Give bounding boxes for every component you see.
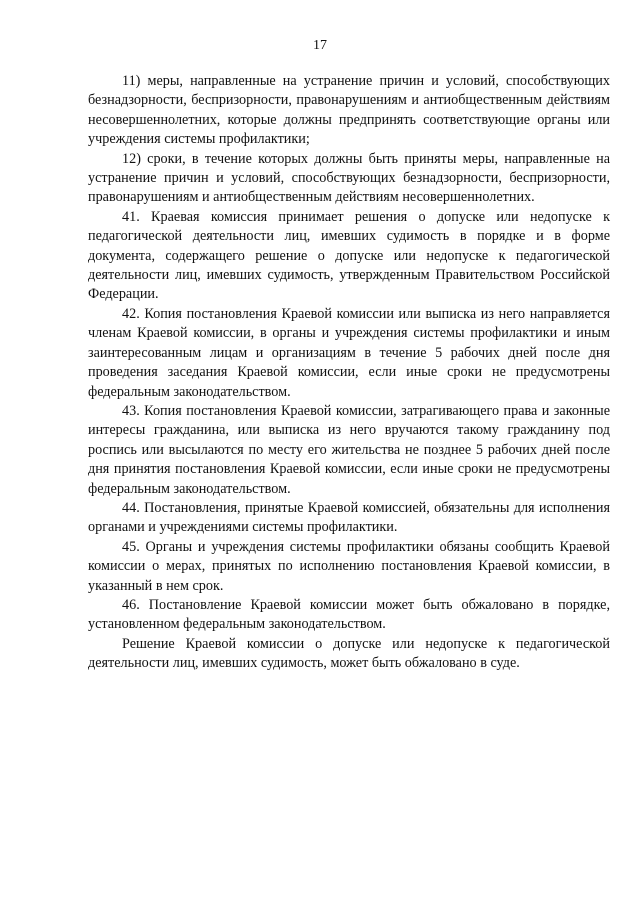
paragraph-46: 46. Постановление Краевой комиссии может быть обжаловано в порядке, установленном федеральным законодательством.	[88, 596, 610, 633]
paragraph-42: 42. Копия постановления Краевой комиссии или выписка из него направляется членам Краевой комиссии, в органы и учреждения системы профилактики и иным заинтересованным лицам и организациям в течение 5 рабочих дней после дня проведения заседания Краевой комиссии, если иные сроки не предусмотрены федеральным законодательством.	[88, 305, 610, 400]
paragraph-41: 41. Краевая комиссия принимает решения о допуске или недопуске к педагогической деятельности лиц, имевших судимость в порядке и в форме документа, содержащего решение о допуске или недопуске к педагогической деятельности лиц, имевших судимость, утвержденным Правительством Российской Федерации.	[88, 208, 610, 303]
paragraph-item-12: 12) сроки, в течение которых должны быть приняты меры, направленные на устранение причин и условий, способствующих безнадзорности, беспризорности, правонарушениям и антиобщественным действиям несовершеннолетних.	[88, 150, 610, 206]
page-number: 17	[313, 38, 327, 53]
paragraph-item-11: 11) меры, направленные на устранение причин и условий, способствующих безнадзорности, беспризорности, правонарушениям и антиобщественным действиям несовершеннолетних, которые должны предпринять соответствующие органы или учреждения системы профилактики;	[88, 73, 610, 148]
paragraph-44: 44. Постановления, принятые Краевой комиссией, обязательны для исполнения органами и учреждениями системы профилактики.	[88, 499, 610, 536]
paragraph-appeal-decision: Решение Краевой комиссии о допуске или недопуске к педагогической деятельности лиц, имевших судимость, может быть обжаловано в суде.	[88, 635, 610, 672]
paragraph-43: 43. Копия постановления Краевой комиссии, затрагивающего права и законные интересы гражданина, или выписка из него вручаются такому гражданину под роспись или высылаются по месту его жительства не позднее 5 рабочих дней после дня принятия постановления Краевой комиссии, если иные сроки не предусмотрены федеральным законодательством.	[88, 402, 610, 497]
paragraph-45: 45. Органы и учреждения системы профилактики обязаны сообщить Краевой комиссии о мерах, принятых по исполнению постановления Краевой комиссии, в указанный в нем срок.	[88, 538, 610, 594]
document-body	[88, 72, 610, 674]
